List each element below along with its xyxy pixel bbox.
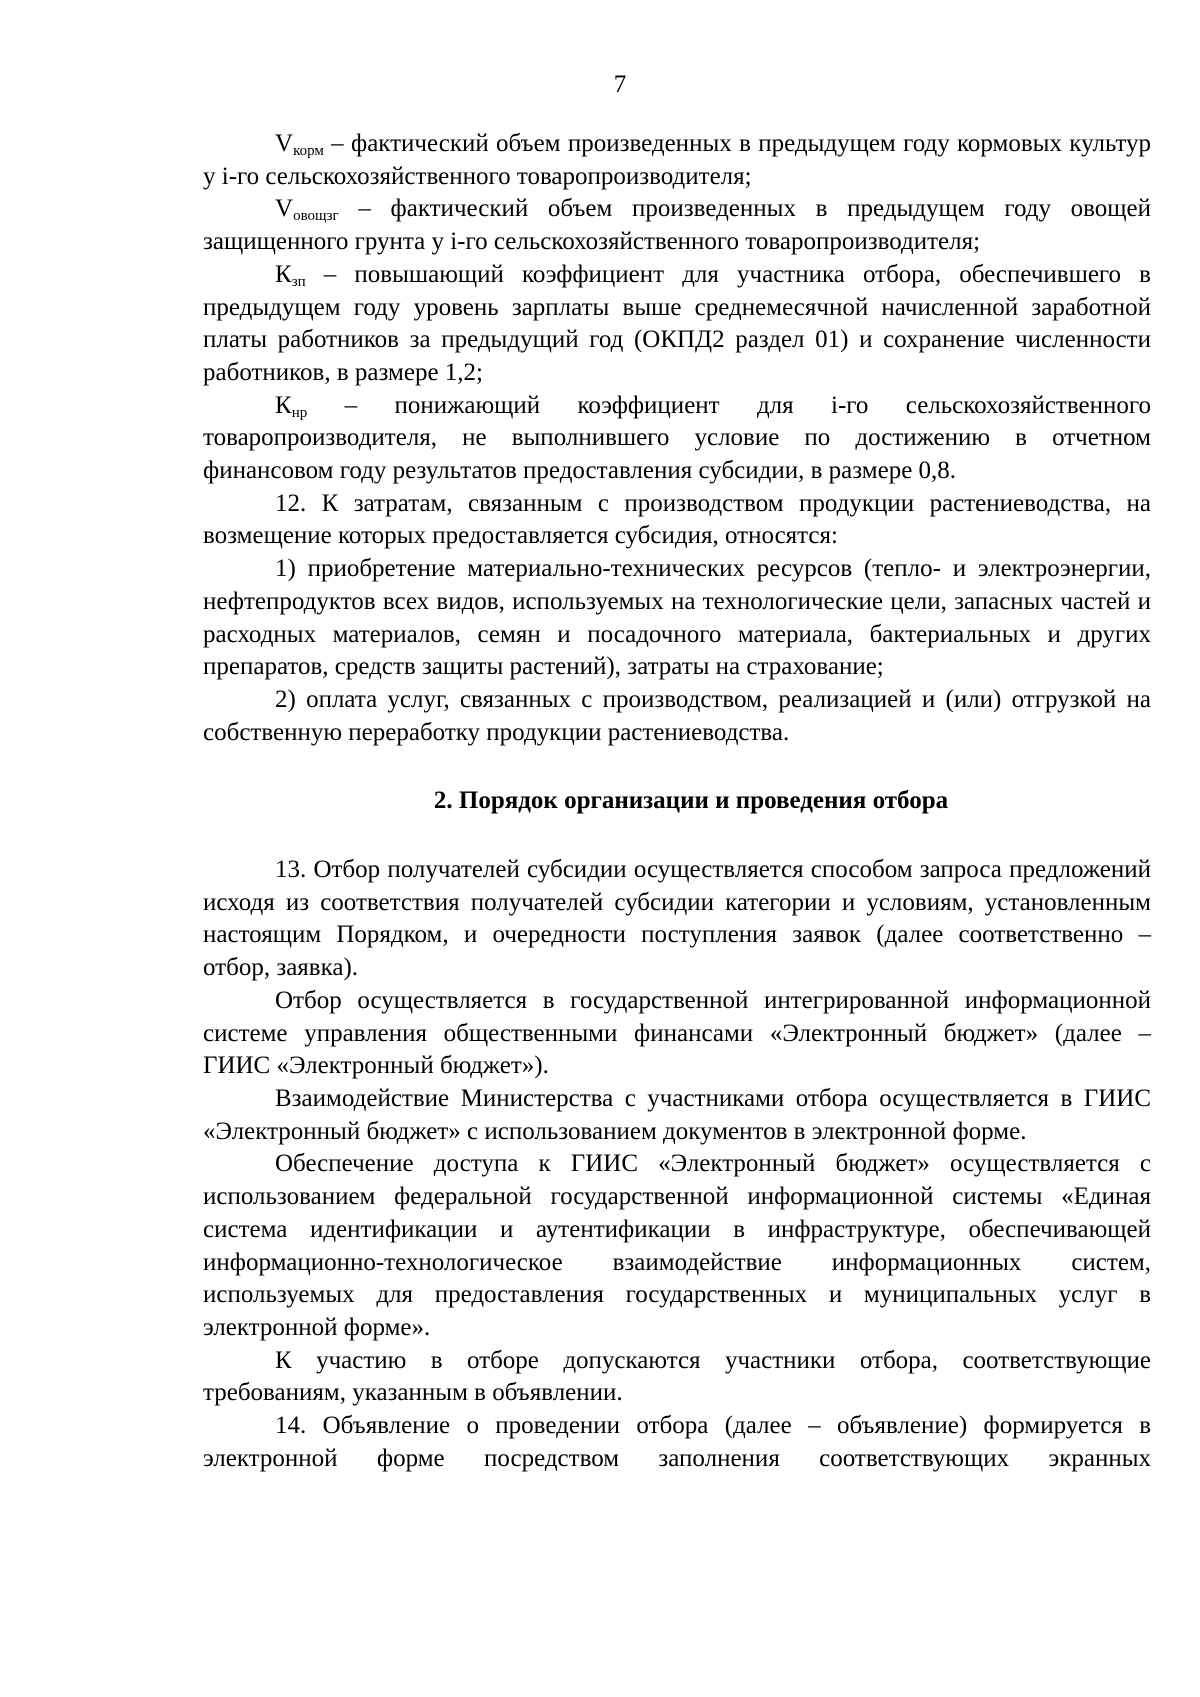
paragraph-access: Обеспечение доступа к ГИИС «Электронный бюджет» осуществляется с использованием федеральной государственной информационной системы «Единая система идентификации и аутентификации в инфраструктуре, обеспечивающей информационно-технологическое взаимодействие информационных систем, используемых для предоставления государственных и муниципальных услуг в электронной форме». [203, 1150, 1151, 1341]
definition-subscript: корм [293, 143, 324, 159]
paragraph-interaction: Взаимодействие Министерства с участниками отбора осуществляется в ГИИС «Электронный бюджет» с использованием документов в электронной форме. [203, 1084, 1151, 1145]
definition-text: – фактический объем произведенных в предыдущем году кормовых культур у i-го сельскохозяйственного товаропроизводителя; [203, 130, 1151, 190]
paragraph-12: 12. К затратам, связанным с производством продукции растениеводства, на возмещение которых предоставляется субсидия, относятся: [203, 489, 1151, 550]
section-heading: 2. Порядок организации и проведения отбора [433, 787, 949, 815]
definition-v-korm [203, 128, 1151, 193]
definition-subscript: овощзг [293, 208, 339, 225]
definition-subscript: нр [291, 404, 308, 421]
definition-k-zp [203, 259, 1151, 390]
definition-v-ovoshchzg [203, 193, 1151, 258]
paragraph-selection-system: Отбор осуществляется в государственной интегрированной информационной системе управления общественными финансами «Электронный бюджет» (далее – ГИИС «Электронный бюджет»). [203, 986, 1151, 1080]
definition-symbol: V [275, 195, 294, 223]
paragraph-12-item-2: 2) оплата услуг, связанных с производством, реализацией и (или) отгрузкой на собственную переработку продукции растениеводства. [203, 685, 1151, 746]
definition-k-nr [203, 390, 1151, 488]
definition-subscript: зп [291, 273, 306, 290]
page-number: 7 [613, 71, 627, 98]
paragraph-admission: К участию в отборе допускаются участники отбора, соответствующие требованиям, указанным в объявлении. [203, 1346, 1151, 1407]
definition-text: – повышающий коэффициент для участника отбора, обеспечившего в предыдущем году уровень зарплаты выше среднемесячной начисленной заработной платы работников за предыдущий год (ОКПД2 раздел 01) и сохранение численности работников, в размере 1,2; [203, 260, 1151, 386]
document-body [203, 128, 1151, 1475]
definition-symbol: К [275, 260, 292, 288]
definition-symbol: К [275, 391, 292, 419]
definition-text: – фактический объем произведенных в предыдущем году овощей защищенного грунта у i-го сельскохозяйственного товаропроизводителя; [203, 195, 1151, 256]
paragraph-13: 13. Отбор получателей субсидии осуществляется способом запроса предложений исходя из соответствия получателей субсидии категории и условиям, установленным настоящим Порядком, и очередности поступления заявок (далее соответственно – отбор, заявка). [203, 856, 1151, 982]
paragraph-14: 14. Объявление о проведении отбора (далее – объявление) формируется в электронной форме посредством заполнения соответствующих экранных [203, 1412, 1151, 1472]
definition-symbol: V [275, 130, 294, 157]
definition-text: – понижающий коэффициент для i-го сельскохозяйственного товаропроизводителя, не выполнившего условие по достижению в отчетном финансовом году результатов предоставления субсидии, в размере 0,8. [203, 391, 1151, 485]
paragraph-12-item-1: 1) приобретение материально-технических ресурсов (тепло- и электроэнергии, нефтепродуктов всех видов, используемых на технологические цели, запасных частей и расходных материалов, семян и посадочного материала, бактериальных и других препаратов, средств защиты растений), затраты на страхование; [203, 555, 1151, 681]
